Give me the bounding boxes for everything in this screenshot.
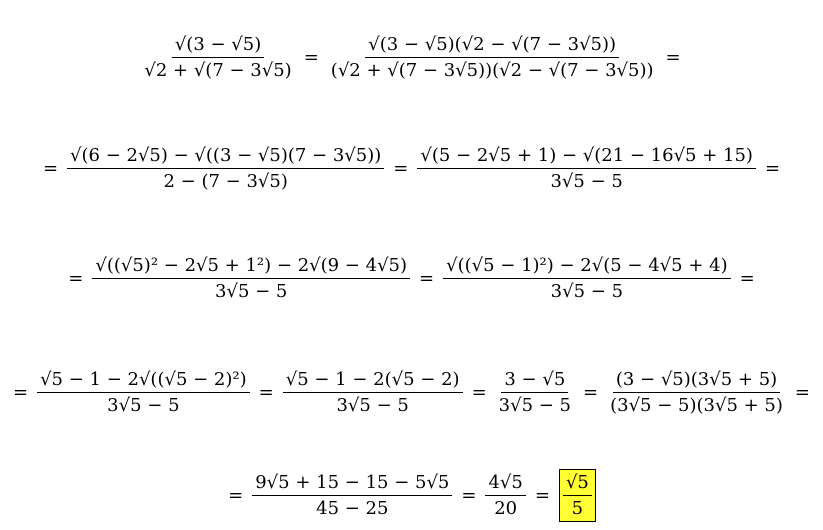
fraction-denominator: 20 bbox=[494, 497, 518, 519]
equals-sign: = bbox=[534, 484, 550, 506]
fraction-denominator: (√2 + √(7 − 3√5))(√2 − √(7 − 3√5)) bbox=[330, 59, 654, 81]
fraction bbox=[328, 34, 657, 81]
equals-sign: = bbox=[764, 157, 781, 179]
equals-sign: = bbox=[794, 381, 810, 403]
fraction-numerator: 4√5 bbox=[485, 472, 525, 496]
fraction-denominator: (3√5 − 5)(3√5 + 5) bbox=[610, 394, 783, 416]
equals-sign: = bbox=[739, 267, 755, 289]
fraction-denominator: 3√5 − 5 bbox=[215, 280, 288, 302]
final-answer-fraction bbox=[559, 469, 596, 522]
fraction bbox=[252, 472, 452, 519]
fraction-numerator: √((√5 − 1)²) − 2√(5 − 4√5 + 4) bbox=[443, 255, 731, 279]
equals-sign: = bbox=[228, 484, 244, 506]
fraction-numerator: √5 − 1 − 2(√5 − 2) bbox=[283, 369, 463, 393]
fraction-numerator: 9√5 + 15 − 15 − 5√5 bbox=[252, 472, 452, 496]
fraction-denominator: √2 + √(7 − 3√5) bbox=[144, 59, 292, 81]
fraction-numerator: 3 − √5 bbox=[501, 369, 568, 393]
fraction-denominator: 2 − (7 − 3√5) bbox=[163, 170, 288, 192]
fraction bbox=[443, 255, 731, 302]
equation-line-4 bbox=[0, 352, 823, 432]
fraction bbox=[67, 145, 384, 192]
fraction bbox=[417, 145, 756, 192]
equals-sign: = bbox=[68, 267, 84, 289]
fraction-denominator: 5 bbox=[571, 497, 584, 519]
fraction-numerator: √((√5)² − 2√5 + 1²) − 2√(9 − 4√5) bbox=[92, 255, 410, 279]
fraction-denominator: 3√5 − 5 bbox=[550, 280, 624, 302]
fraction-numerator: √(6 − 2√5) − √((3 − √5)(7 − 3√5)) bbox=[67, 145, 384, 169]
fraction bbox=[141, 34, 294, 81]
equals-sign: = bbox=[303, 46, 319, 68]
equals-sign: = bbox=[665, 46, 681, 68]
equals-sign: = bbox=[258, 381, 274, 403]
fraction-numerator: √5 bbox=[563, 472, 592, 496]
fraction-numerator: √5 − 1 − 2√((√5 − 2)²) bbox=[37, 369, 250, 393]
fraction-denominator: 3√5 − 5 bbox=[550, 170, 623, 192]
equals-sign: = bbox=[12, 381, 29, 403]
equation-line-5 bbox=[0, 462, 823, 528]
equals-sign: = bbox=[583, 381, 599, 403]
equals-sign: = bbox=[419, 267, 435, 289]
fraction-numerator: (3 − √5)(3√5 + 5) bbox=[613, 369, 780, 393]
fraction-numerator: √(5 − 2√5 + 1) − √(21 − 16√5 + 15) bbox=[417, 145, 756, 169]
equation-line-2 bbox=[0, 128, 823, 208]
fraction bbox=[283, 369, 463, 416]
fraction-denominator: 3√5 − 5 bbox=[107, 394, 180, 416]
equals-sign: = bbox=[471, 381, 487, 403]
fraction bbox=[37, 369, 250, 416]
equation-line-3 bbox=[0, 238, 823, 318]
fraction bbox=[485, 472, 525, 519]
fraction-denominator: 3√5 − 5 bbox=[498, 394, 572, 416]
equals-sign: = bbox=[393, 157, 409, 179]
equation-line-1 bbox=[0, 22, 823, 92]
fraction bbox=[496, 369, 574, 416]
fraction-denominator: 45 − 25 bbox=[316, 497, 389, 519]
equals-sign: = bbox=[42, 157, 59, 179]
fraction-numerator: √(3 − √5)(√2 − √(7 − 3√5)) bbox=[365, 34, 619, 58]
fraction bbox=[92, 255, 410, 302]
fraction-denominator: 3√5 − 5 bbox=[336, 394, 409, 416]
fraction bbox=[607, 369, 786, 416]
equals-sign: = bbox=[461, 484, 477, 506]
fraction-numerator: √(3 − √5) bbox=[172, 34, 264, 58]
